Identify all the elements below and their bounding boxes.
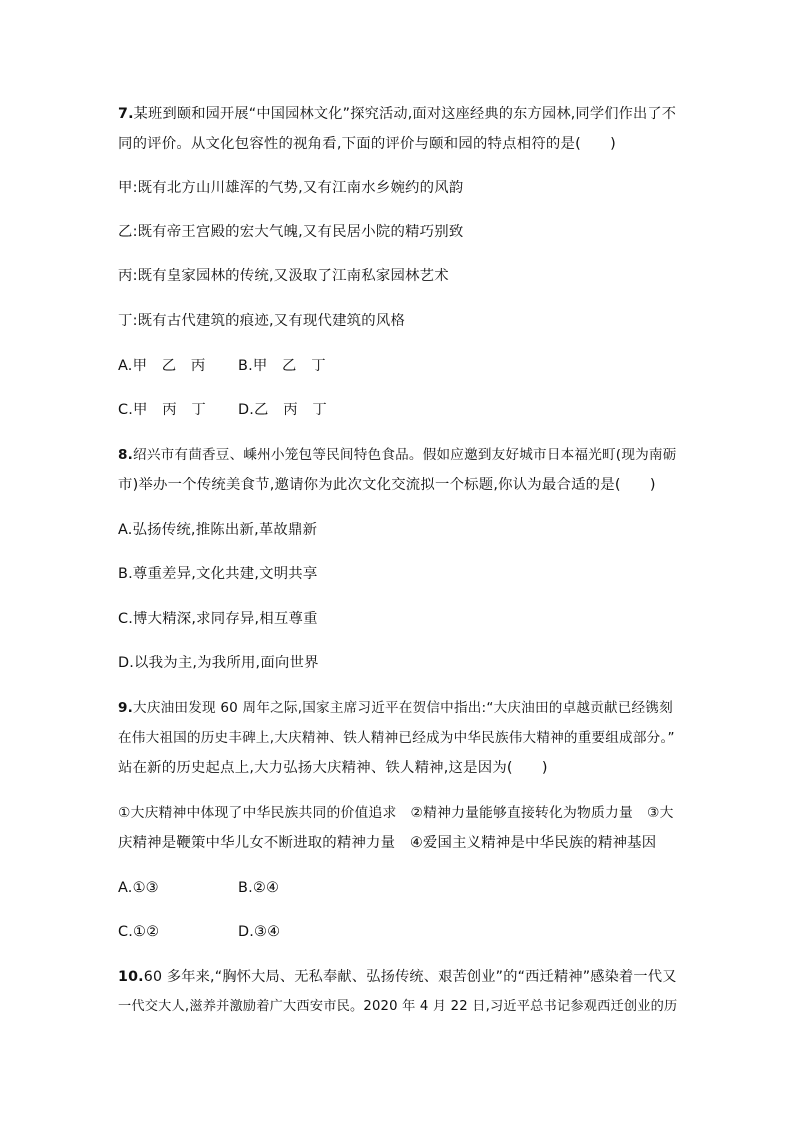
- question-7-option-d: D.乙 丙 丁: [238, 402, 328, 418]
- question-9-option-a: A.①③: [118, 880, 159, 896]
- question-8-option-b: B.尊重差异,文化共建,文明共享: [118, 566, 318, 582]
- question-7-statement-ding: 丁:既有古代建筑的痕迹,又有现代建筑的风格: [118, 313, 406, 329]
- question-9-option-d: D.③④: [238, 924, 281, 940]
- question-7-number: 7.: [118, 106, 134, 122]
- question-8-stem-line-1: 8.绍兴市有茴香豆、嵊州小笼包等民间特色食品。假如应邀到友好城市日本福光町(现为南砺: [118, 447, 677, 463]
- question-7-option-b: B.甲 乙 丁: [238, 358, 326, 374]
- question-10-stem-line-2: 一代交大人,滋养并激励着广大西安市民。2020 年 4 月 22 日,习近平总书记参观西迁创业的历: [118, 999, 678, 1014]
- question-7-statement-jia: 甲:既有北方山川雄浑的气势,又有江南水乡婉约的风韵: [118, 180, 464, 196]
- question-9-option-c: C.①②: [118, 924, 160, 940]
- question-7-statement-bing: 丙:既有皇家园林的传统,又汲取了江南私家园林艺术: [118, 268, 449, 284]
- question-10-stem-line-1: 10.60 多年来,“胸怀大局、无私奉献、弘扬传统、艰苦创业”的“西迁精神”感染着一代又: [118, 969, 677, 985]
- question-8-option-d: D.以我为主,为我所用,面向世界: [118, 655, 319, 671]
- question-7-stem-line-1: 7.某班到颐和园开展“中国园林文化”探究活动,面对这座经典的东方园林,同学们作出了不: [118, 106, 677, 122]
- question-8-option-c: C.博大精深,求同存异,相互尊重: [118, 611, 318, 627]
- question-8-stem-line-2: 市)举办一个传统美食节,邀请你为此次文化交流拟一个标题,你认为最合适的是( ): [118, 477, 656, 493]
- question-9-stem-line-3: 站在新的历史起点上,大力弘扬大庆精神、铁人精神,这是因为( ): [118, 760, 548, 776]
- question-9-option-b: B.②④: [238, 880, 280, 896]
- question-8-option-a: A.弘扬传统,推陈出新,革故鼎新: [118, 522, 318, 538]
- question-9-statements-line-2: 庆精神是鞭策中华儿女不断进取的精神力量 ④爱国主义精神是中华民族的精神基因: [118, 835, 657, 851]
- question-7-stem-line-2: 同的评价。从文化包容性的视角看,下面的评价与颐和园的特点相符的是( ): [118, 136, 616, 152]
- question-9-stem-line-2: 在伟大祖国的历史丰碑上,大庆精神、铁人精神已经成为中华民族伟大精神的重要组成部分。”: [118, 730, 675, 746]
- question-9-stem-line-1: 9.大庆油田发现 60 周年之际,国家主席习近平在贺信中指出:“大庆油田的卓越贡献已经镌刻: [118, 700, 673, 716]
- question-7-option-a: A.甲 乙 丙: [118, 358, 206, 374]
- question-7-option-c: C.甲 丙 丁: [118, 402, 206, 418]
- question-10-number: 10.: [118, 969, 144, 985]
- question-8-number: 8.: [118, 447, 134, 463]
- question-9-number: 9.: [118, 700, 134, 716]
- question-7-statement-yi: 乙:既有帝王宫殿的宏大气魄,又有民居小院的精巧别致: [118, 224, 464, 240]
- question-9-statements-line-1: ①大庆精神中体现了中华民族共同的价值追求 ②精神力量能够直接转化为物质力量 ③大: [118, 805, 674, 821]
